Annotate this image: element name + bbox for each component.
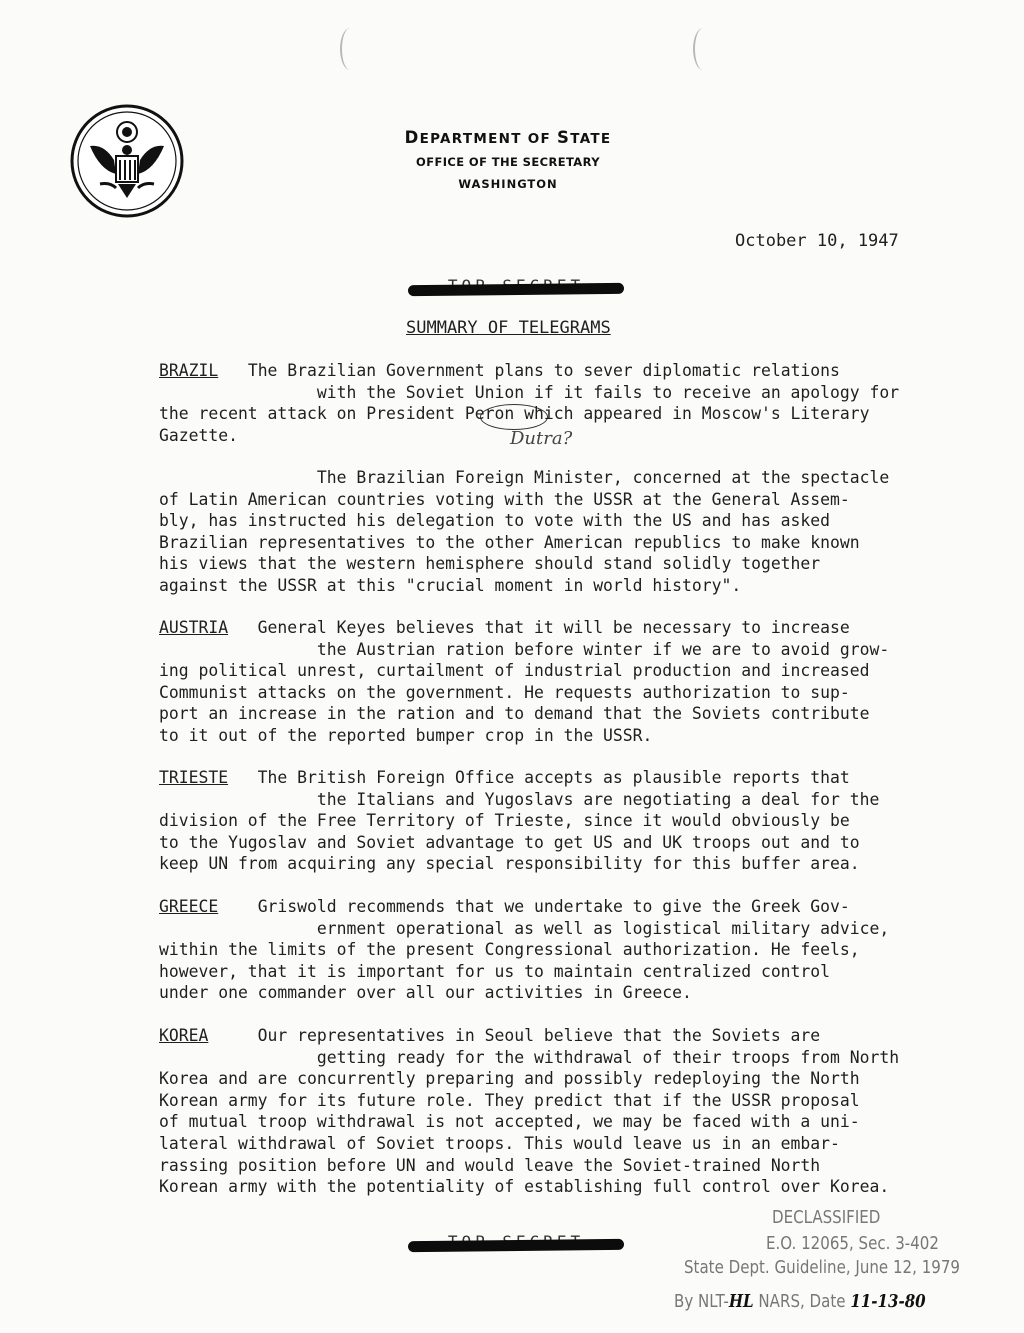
document-date: October 10, 1947 <box>735 231 899 251</box>
letterhead-office: OFFICE OF THE SECRETARY <box>416 155 600 169</box>
classification-marking-top <box>414 276 618 298</box>
redaction-bar <box>408 283 624 296</box>
handwritten-date: 11-13-80 <box>850 1292 926 1312</box>
section-brazil-2: The Brazilian Foreign Minister, concerned at the spectacle of Latin American countries voting with the USSR at the General Assem- bly, has instructed his delegation to vote with the US and has asked Brazilian representatives to the other American republics to make known his views that the western hemisphere should stand solidly together against the USSR at this "crucial moment in world history". <box>159 468 890 595</box>
letterhead-department: DEPARTMENT OF STATE <box>404 128 612 147</box>
section-trieste: TRIESTE The British Foreign Office accepts as plausible reports that the Italians and Yugoslavs are negotiating a deal for the division of the Free Territory of Trieste, since it would obviously be to the Yugoslav and Soviet advantage to get US and UK troops out and to keep UN from acquiring any special responsibility for this buffer area. <box>159 768 880 874</box>
handwritten-note: Dutra? <box>510 428 573 449</box>
section-greece: GREECE Griswold recommends that we undertake to give the Greek Gov- ernment operational as well as logistical military advice, within the limits of the present Congressional authorization. He feels, however, that it is important for us to maintain centralized control under one commander over all our activities in Greece. <box>159 897 890 1003</box>
document-page: DEPARTMENT OF STATE OFFICE OF THE SECRETARY WASHINGTON October 10, 1947 SUMMARY OF TELEGRAMS Dutra? BRAZIL The Brazilian Government plans to sever diplomatic relations with the Soviet Union if it fails to receive an apology for the recent attack on President Peron which appeared in Moscow's Literary Gazette. The Brazilian Foreign Minister, concerned at the spectacle of Latin American countries voting with the USSR at the General Assem- bly, has instructed his delegation to vote with the US and has asked Brazilian representatives to the other American republics to make known his views that the western hemisphere should stand solidly together against the USSR at this "crucial moment in world history". AUSTRIA General Keyes believes that it will be necessary to increase the Austrian ration before winter if we are to avoid grow- ing political unrest, curtailment of industrial production and increased Communist attacks on the government. He requests authorization to sup- port an increase in the ration and to demand that the Soviets contribute to it out of the reported bumper crop in the USSR. TRIESTE The British Foreign Office accepts as plausible reports that the Italians and Yugoslavs are negotiating a deal for the division of the Free Territory of Trieste, since it would obviously be to the Yugoslav and Soviet advantage to get US and UK troops out and to keep UN from acquiring any special responsibility for this buffer area. GREECE Griswold recommends that we undertake to give the Greek Gov- ernment operational as well as logistical military advice, within the limits of the present Congressional authorization. He feels, however, that it is important for us to maintain centralized control under one commander over all our activities in Greece. KOREA Our representatives in Seoul believe that the Soviets are getting ready for the withdrawal of their troops from North Korea and are concurrently preparing and possibly redeploying the North Korean army for its future role. They predict that if the USSR proposal of mutual troop withdrawal is not accepted, we may be faced with a uni- lateral withdrawal of Soviet troops. This would leave us in an embar- rassing position before UN and would leave the Soviet-trained North Korean army with the potentiality of establishing full control over Korea. DECLASSIFIED E.O. 12065, Sec. 3-402 State Dept. Guideline, June 12, 1979 By NLT-HL NARS, Date 11-13-80 <box>0 0 1024 1333</box>
great-seal-eagle-icon <box>70 104 184 218</box>
letterhead <box>300 128 716 191</box>
country-label: AUSTRIA <box>159 618 229 637</box>
section-brazil: BRAZIL The Brazilian Government plans to sever diplomatic relations with the Soviet Union if it fails to receive an apology for the recent attack on President Peron which appeared in Moscow's Literary Gazette. <box>159 361 900 445</box>
handwritten-initials: HL <box>728 1292 754 1312</box>
section-austria: AUSTRIA General Keyes believes that it will be necessary to increase the Austrian ration before winter if we are to avoid grow- ing political unrest, curtailment of industrial production and increased Communist attacks on the government. He requests authorization to sup- port an increase in the ration and to demand that the Soviets contribute to it out of the reported bumper crop in the USSR. <box>159 618 890 745</box>
section-korea: KOREA Our representatives in Seoul believe that the Soviets are getting ready for the withdrawal of their troops from North Korea and are concurrently preparing and possibly redeploying the North Korean army for its future role. They predict that if the USSR proposal of mutual troop withdrawal is not accepted, we may be faced with a uni- lateral withdrawal of Soviet troops. This would leave us in an embar- rassing position before UN and would leave the Soviet-trained North Korean army with the potentiality of establishing full control over Korea. <box>159 1026 900 1197</box>
punch-hole-mark <box>340 28 360 70</box>
document-heading: SUMMARY OF TELEGRAMS <box>406 318 611 338</box>
letterhead-city: WASHINGTON <box>458 177 558 191</box>
country-label: KOREA <box>159 1026 209 1045</box>
country-label: GREECE <box>159 897 219 916</box>
punch-hole-mark <box>693 28 713 70</box>
redaction-bar <box>408 1239 624 1252</box>
country-label: TRIESTE <box>159 768 229 787</box>
classification-marking-bottom <box>414 1232 618 1254</box>
country-label: BRAZIL <box>159 361 219 380</box>
